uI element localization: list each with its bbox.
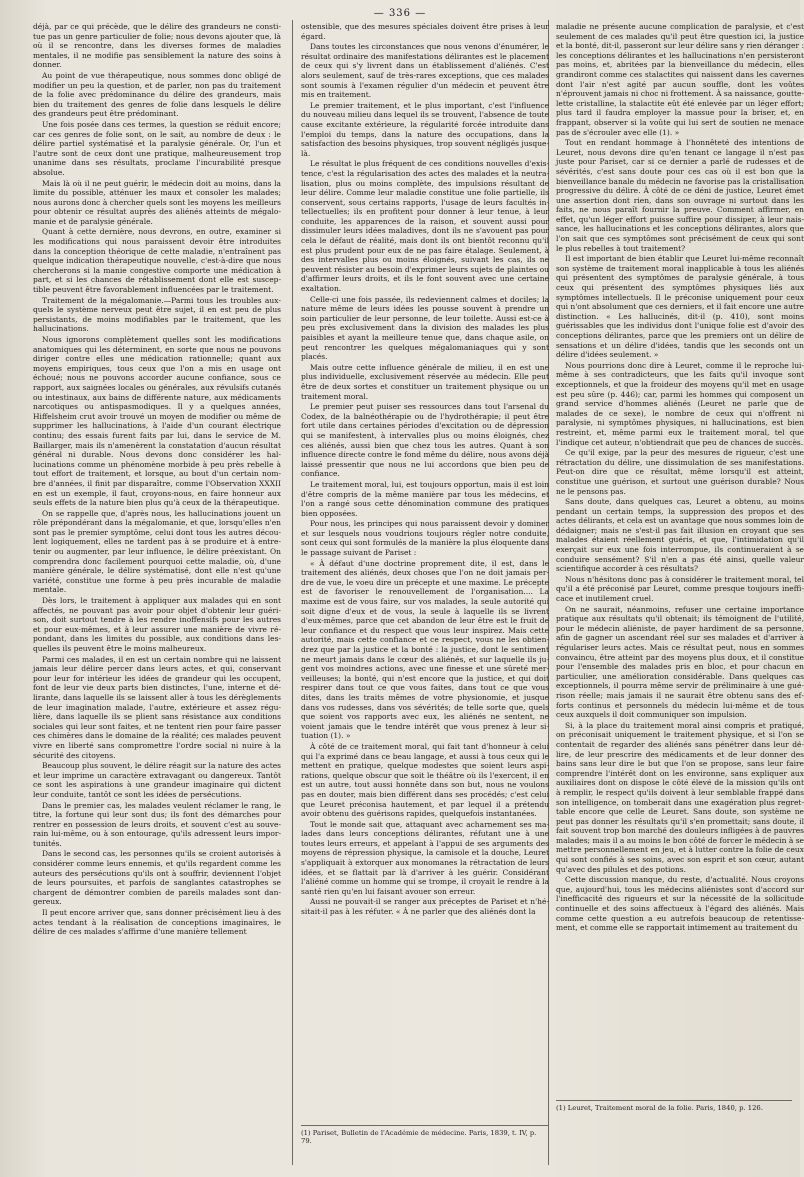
paragraph: Sans doute, dans quelques cas, Leuret a obtenu, au moins pendant un certain temps, la suppression des propos et des actes délirants, et cela est un avantage que nous sommes loin de dédaigner; mais ne s'est-il pas fait illusion en croyant que ses malades étaient réellement guéris, et que, l'intimidation qu'il exerçait sur eux une fois interrompue, ils continueraient à se conduire sensément? S'il n'en a pas été ainsi, quelle valeur scientifique accorder à ces résultats? [556,497,804,574]
paragraph: Au point de vue thérapeutique, nous sommes donc obligé de modifier un peu la question, et de parler, non pas du traitement de la folie avec prédominance du délire des grandeurs, mais bien du traitement des genres de folie dans lesquels le délire des grandeurs peut être prédominant. [33,70,281,119]
paragraph: Dans le second cas, les personnes qu'ils se croient autorisés à considérer comme leurs ennemis, et qu'ils regardent comme les auteurs des persécutions qu'ils ont à souffrir, deviennent l'objet de leurs poursuites, et parfois de sanglantes catastrophes se chargent de démontrer combien de pareils malades sont dangereux. [33,849,281,907]
paragraph: Mais là où il ne peut guérir, le médecin doit au moins, dans la limite du possible, atténuer les maux et consoler les malades; nous aurons donc à chercher quels sont les moyens les meilleurs pour obtenir ce résultat auprès des aliénés atteints de mégalomanie et de paralysie générale. [33,178,281,226]
text-column-1 [33,22,281,1162]
paragraph: Dans toutes les circonstances que nous venons d'énumérer, le résultat ordinaire des manifestations délirantes est le placement de ceux qui s'y livrent dans un établissement d'aliénés. C'est alors seulement, sauf de très-rares exceptions, que ces malades sont soumis à l'examen régulier d'un médecin et peuvent être mis en traitement. [301,42,549,100]
page-number: — 336 — [373,8,427,19]
paragraph: Celle-ci une fois passée, ils redeviennent calmes et dociles; la nature même de leurs idées les pousse souvent à prendre un soin particulier de leur personne, de leur toilette. Aussi est-ce à peu près exclusivement dans la division des malades les plus paisibles et ayant la meilleure tenue que, dans chaque asile, on peut rencontrer les quelques mégalomaniaques qui y sont placés. [301,294,549,362]
paragraph: Cette discussion manque, du reste, d'actualité. Nous croyons que, aujourd'hui, tous les médecins aliénistes sont d'accord sur l'inefficacité des rigueurs et sur la nécessité de la sollicitude continuelle et des soins affectueux à l'égard des aliénés. Mais comme cette question a eu autrefois beaucoup de retentissement, et comme elle se rapportait intimement au traitement du [556,875,804,933]
paragraph: Une fois posée dans ces termes, la question se réduit encore; car ces genres de folie sont, on le sait, au nombre de deux : le délire partiel systématisé et la paralysie générale. Or, l'un et l'autre sont de ceux dont une pratique, malheureusement trop unanime dans ses résultats, proclame l'incurabilité presque absolue. [33,119,281,177]
paragraph: Le résultat le plus fréquent de ces conditions nouvelles d'existence, c'est la régularisation des actes des malades et la neutralisation, plus ou moins complète, des impulsions résultant de leur délire. Comme leur maladie constitue une folie partielle, ils conservent, sous certains rapports, l'usage de leurs facultés intellectuelles; ils en profitent pour donner à leur tenue, à leur conduite, les apparences de la raison, et souvent aussi pour dissimuler leurs idées maladives, dont ils ne s'avouent pas pour cela le défaut de réalité, mais dont ils ont bientôt reconnu qu'il est plus prudent pour eux de ne pas faire étalage. Seulement, à des intervalles plus ou moins éloignés, suivant les cas, ils ne peuvent résister au besoin d'exprimer leurs sujets de plaintes ou d'affirmer leurs droits, et ils le font souvent avec une certaine exaltation. [301,159,549,294]
footnote-column-2: (1) Pariset, Bulletin de l'Académie de médecine. Paris, 1839, t. IV, p. 79. [301,1125,549,1145]
paragraph: Il est important de bien établir que Leuret lui-même reconnaît son système de traitement moral inapplicable à tous les aliénés qui présentent des symptômes de paralysie générale, à tous ceux qui présentent des symptômes physiques liés aux symptômes intellectuels. Il le préconise uniquement pour ceux qui n'ont absolument que ces derniers, et il fait encore une autre distinction. « Les hallucinés, dit-il (p. 410), sont moins guérissables que les individus dont l'unique folie est d'avoir des conceptions délirantes, parce que les premiers ont un délire de sensations et un délire d'idées, tandis que les seconds ont un délire d'idées seulement. » [556,254,804,360]
paragraph: maladie ne présente aucune complication de paralysie, et c'est seulement de ces malades qu'il peut être question ici, la justice et la bonté, dit-il, passeront sur leur délire sans y rien déranger : les conceptions délirantes et les hallucinations n'en persisteront pas moins, et, abritées par la bienveillance du médecin, elles grandiront comme ces stalactites qui naissent dans les cavernes dont l'air n'est agité par aucun souffle, dont les voûtes n'éprouvent jamais ni choc ni frottement. À sa naissance, gouttelette cristalline, la stalactite eût été enlevée par un léger effort; plus tard il faudra employer la massue pour la briser, et, en frappant, observer si la voûte qui lui sert de soutien ne menace pas de s'écrouler avec elle (1). » [556,22,804,137]
paragraph: Nous n'hésitons donc pas à considérer le traitement moral, tel qu'il a été préconisé par Leuret, comme presque toujours inefficace et inutilement cruel. [556,574,804,604]
paragraph: Dès lors, le traitement à appliquer aux malades qui en sont affectés, ne pouvant pas avoir pour objet d'obtenir leur guérison, doit surtout tendre à les rendre inoffensifs pour les autres et pour eux-mêmes, et à leur assurer une manière de vivre répondant, dans les limites du possible, aux conditions dans lesquelles ils peuvent être le moins malheureux. [33,596,281,653]
paragraph: Traitement de la mégalomanie.—Parmi tous les troubles auxquels le système nerveux peut être sujet, il en est peu de plus persistants, de moins modifiables par le traitement, que les hallucinations. [33,295,281,334]
paragraph: Dans le premier cas, les malades veulent réclamer le rang, le titre, la fortune qui leur sont dus; ils font des démarches pour rentrer en possession de leurs droits, et souvent c'est au souverain lui-même, ou à son entourage, qu'ils adressent leurs importunités. [33,800,281,848]
footnote-column-3: (1) Leuret, Traitement moral de la folie. Paris, 1840, p. 126. [556,1100,792,1112]
paragraph: Le premier peut puiser ses ressources dans tout l'arsenal du Codex, de la balnéothérapie ou de l'hydrothérapie; il peut être fort utile dans certaines périodes d'excitation ou de dépression qui se manifestent, à intervalles plus ou moins éloignés, chez ces aliénés, aussi bien que chez tous les autres. Quant à son influence directe contre le fond même du délire, nous avons déjà laissé pressentir que nous ne lui accordons que bien peu de confiance. [301,402,549,479]
paragraph: On ne saurait, néanmoins, refuser une certaine importance pratique aux résultats qu'il obtenait; ils témoignent de l'utilité, pour le médecin aliéniste, de payer hardiment de sa personne, afin de gagner un ascendant réel sur ses malades et d'arriver à régulariser leurs actes. Mais ce résultat peut, nous en sommes convaincu, être atteint par des moyens plus doux, et il constitue pour l'ensemble des malades pris en bloc, et pour chacun en particulier, une amélioration considérable. Dans quelques cas exceptionnels, il pourra même servir de préliminaire à une guérison réelle; mais jamais il ne saurait être obtenu sans des efforts continus et personnels du médecin lui-même et de tous ceux auxquels il doit communiquer son impulsion. [556,604,804,720]
paragraph: Le premier traitement, et le plus important, c'est l'influence du nouveau milieu dans lequel ils se trouvent, l'absence de toute cause excitante extérieure, la régularité forcée introduite dans l'emploi du temps, dans la nature des occupations, dans la satisfaction des besoins physiques, trop souvent négligés jusque-là. [301,100,549,158]
paragraph: « À défaut d'une doctrine proprement dite, il est, dans le traitement des aliénés, deux choses que l'on ne doit jamais perdre de vue, le voeu dire un précepte et une maxime. Le précepte est de favoriser le renouvellement de l'organisation.... La maxime est de vous faire, sur vos malades, la seule autorité qui soit digne d'eux et de vous, la seule à laquelle ils se livrent d'eux-mêmes, parce que cet abandon de leur être est le fruit de leur confiance et du respect que vous leur inspirez. Mais cette autorité, mais cette confiance et ce respect, vous ne les obtiendrez que par la justice et la bonté : la justice, dont le sentiment ne meurt jamais dans le cœur des aliénés, et sur laquelle ils jugent vos moindres actions, avec une finesse et une sûreté merveilleuses; la bonté, qui n'est encore que la justice, et qui doit respirer dans tout ce que vous faites, dans tout ce que vous dites, dans les traits mêmes de votre physionomie, et jusque dans vos rudesses, dans vos sévérités; de telle sorte que, quels que soient vos rapports avec eux, les aliénés ne sentent, ne voient jamais que le tendre intérêt que vous prenez à leur situation (1). » [301,558,549,741]
paragraph: Mais outre cette influence générale de milieu, il en est une plus individuelle, exclusivement réservée au médecin. Elle peut être de deux sortes et constituer un traitement physique ou un traitement moral. [301,362,549,401]
paragraph: Nous ignorons complètement quelles sont les modifications anatomiques qui les déterminent, en sorte que nous ne pouvons diriger contre elles une médication rationnelle; quant aux moyens empiriques, tous ceux que l'on a mis en usage ont échoué; nous ne pouvons accorder aucune confiance, sous ce rapport, aux saignées locales ou générales, aux révulsifs cutanés ou intestinaux, aux bains de différente nature, aux médicaments narcotiques ou antispasmodiques. Il y a quelques années, Hiffelsheim crut avoir trouvé un moyen de modifier ou même de supprimer les hallucinations, à l'aide d'un courant électrique continu; des essais furent faits par lui, dans le service de M. Baillarger, mais ils n'amenèrent la constatation d'aucun résultat général ni durable. Nous devons donc considérer les hallucinations comme un phénomène morbide à peu près rebelle à tout effort de traitement, et lorsque, au bout d'un certain nombre d'années, il finit par disparaître, comme l'Observation XXXII en est un exemple, il faut, croyons-nous, en faire honneur aux seuls effets de la nature bien plus qu'à ceux de la thérapeutique. [33,335,281,508]
paragraph: On se rappelle que, d'après nous, les hallucinations jouent un rôle prépondérant dans la mégalomanie, et que, lorsqu'elles n'en sont pas le premier symptôme, celui dont tous les autres découlent logiquement, elles ne tardent pas à se produire et à entretenir ou augmenter, par leur influence, le délire préexistant. On comprendra donc facilement pourquoi cette maladie, où, d'une manière générale, le délire systématisé, dont elle n'est qu'une variété, constitue une forme à peu près incurable de maladie mentale. [33,508,281,595]
paragraph: Si, à la place du traitement moral ainsi compris et pratiqué, on préconisait uniquement le traitement physique, et si l'on se contentait de regarder des aliénés sans pénétrer dans leur délire, de leur prescrire des médicaments et de leur donner des bains sans leur dire le but que l'on se propose, sans leur faire comprendre l'intérêt dont on les environne, sans expliquer aux auxiliaires dont on dispose le côté élevé de la mission qu'ils ont à remplir, le respect qu'ils doivent à leur semblable frappé dans son intelligence, on tomberait dans une exagération plus regrettable encore que celle de Leuret. Sans doute, son système ne peut pas donner les résultats qu'il s'en promettait; sans doute, il fait souvent trop bon marché des douleurs infligées à de pauvres malades; mais il a au moins le bon côté de forcer le médecin à se mettre personnellement en jeu, et à lutter contre la folie de ceux qui sont confiés à ses soins, avec son esprit et son cœur, autant qu'avec des pilules et des potions. [556,720,804,874]
paragraph: Pour nous, les principes qui nous paraissent devoir y dominer et sur lesquels nous voudrions toujours régler notre conduite, sont ceux qui sont formulés de la manière la plus éloquente dans le passage suivant de Pariset : [301,519,549,558]
paragraph: À côté de ce traitement moral, qui fait tant d'honneur à celui qui l'a exprimé dans ce beau langage, et aussi à tous ceux qui le mettent en pratique, quelque modestes que soient leurs aspirations, quelque obscur que soit le théâtre où ils l'exercent, il en est un autre, tout aussi honnête dans son but, nous ne voulons pas en douter, mais bien différent dans ses procédés; c'est celui que Leuret préconisa hautement, et par lequel il a prétendu avoir obtenu des guérisons rapides, quelquefois instantanées. [301,741,549,819]
text-column-2 [301,22,549,1112]
paragraph: Beaucoup plus souvent, le délire réagit sur la nature des actes et leur imprime un caractère extravagant ou dangereux. Tantôt ce sont les aspirations à une grandeur imaginaire qui dictent leur conduite, tantôt ce sont les idées de persécutions. [33,761,281,799]
paragraph: Tout en rendant hommage à l'honnêteté des intentions de Leuret, nous devons dire qu'en tenant ce langage il n'est pas juste pour Pariset, car si ce dernier a parlé de rudesses et de sévérités, c'est sans doute pour ces cas où il est bon que la bienveillance banale du médecin ne favorise pas la cristallisation progressive du délire. À côté de ce déni de justice, Leuret émet une assertion dont rien, dans son ouvrage ni surtout dans les faits, ne nous paraît fournir la preuve. Comment affirmer, en effet, qu'un léger effort puisse suffire pour dissiper, à leur naissance, les hallucinations et les conceptions délirantes, alors que l'on sait que ces symptômes sont précisément de ceux qui sont le plus rebelles à tout traitement? [556,138,804,253]
paragraph: déjà, par ce qui précède, que le délire des grandeurs ne constitue pas un genre particulier de folie; nous devons ajouter que, là où il se rencontre, dans les diverses formes de maladies mentales, il ne modifie pas sensiblement la nature des soins à donner. [33,22,281,70]
paragraph: ostensible, que des mesures spéciales doivent être prises à leur égard. [301,22,549,41]
paragraph: Aussi ne pouvait-il se ranger aux préceptes de Pariset et n'hésitait-il pas à les réfuter. « À ne parler que des aliénés dont la [301,897,549,917]
text-column-3 [556,22,804,1092]
paragraph: Ce qu'il exige, par la peur des mesures de rigueur, c'est une rétractation du délire, une dissimulation de ses manifestations. Peut-on dire que ce résultat, même lorsqu'il est atteint, constitue une guérison, et surtout une guérison durable? Nous ne le pensons pas. [556,448,804,496]
paragraph: Le traitement moral, lui, est toujours opportun, mais il est loin d'être compris de la même manière par tous les médecins, et l'on a rangé sous cette dénomination commune des pratiques bien opposées. [301,479,549,518]
paragraph: Quant à cette dernière, nous devrons, en outre, examiner si les modifications qui nous paraissent devoir être introduites dans la conception théorique de cette maladie, n'entraînent pas quelque indication thérapeutique nouvelle, c'est-à-dire que nous chercherons si la manie congestive comporte une médication à part, et si les chances de rétablissement dont elle est susceptible peuvent être favorablement influencées par le traitement. [33,227,281,295]
paragraph: Parmi ces malades, il en est un certain nombre qui ne laissent jamais leur délire percer dans leurs actes, et qui, conservant pour leur for intérieur les idées de grandeur qui les occupent, font de leur vie deux parts bien distinctes, l'une, interne et délirante, dans laquelle ils se laissent aller à tous les dérèglements de leur imagination malade, l'autre, extérieure et assez régulière, dans laquelle ils se plient sans résistance aux conditions sociales qui leur sont faites, et ne tentent rien pour faire passer ces chimères dans le domaine de la réalité; ces malades peuvent vivre en liberté sans compromettre l'ordre social ni nuire à la sécurité des citoyens. [33,654,281,760]
paragraph: Nous pourrions donc dire à Leuret, comme il le reproche lui-même à ses contradicteurs, que les faits qu'il invoque sont exceptionnels, et que la froideur des moyens qu'il met en usage est peu sûre (p. 446); car, parmi les hommes qui composent un grand service d'hommes aliénés (Leuret ne parle que de malades de ce sexe), le nombre de ceux qui n'offrent ni paralysie, ni symptômes physiques, ni hallucinations, est bien restreint, et, même parmi eux le traitement moral, tel que l'indique cet auteur, n'obtiendrait que peu de chances de succès. [556,360,804,447]
paragraph: Il peut encore arriver que, sans donner précisément lieu à des actes tendant à la réalisation de conceptions imaginaires, le délire de ces malades s'affirme d'une manière tellement [33,908,281,937]
column-divider [292,20,293,1165]
paragraph: Tout le monde sait que, attaquant avec acharnement ses malades dans leurs conceptions délirantes, réfutant une à une toutes leurs erreurs, et appelant à l'appui de ses arguments des moyens de répression physique, la camisole et la douche, Leuret s'appliquait à extorquer aux monomanes la rétractation de leurs idées, et se flattait par là d'arriver à les guérir. Considérant l'aliéné comme un homme qui se trompe, il croyait le rendre à la santé rien qu'en lui faisant avouer son erreur. [301,819,549,896]
